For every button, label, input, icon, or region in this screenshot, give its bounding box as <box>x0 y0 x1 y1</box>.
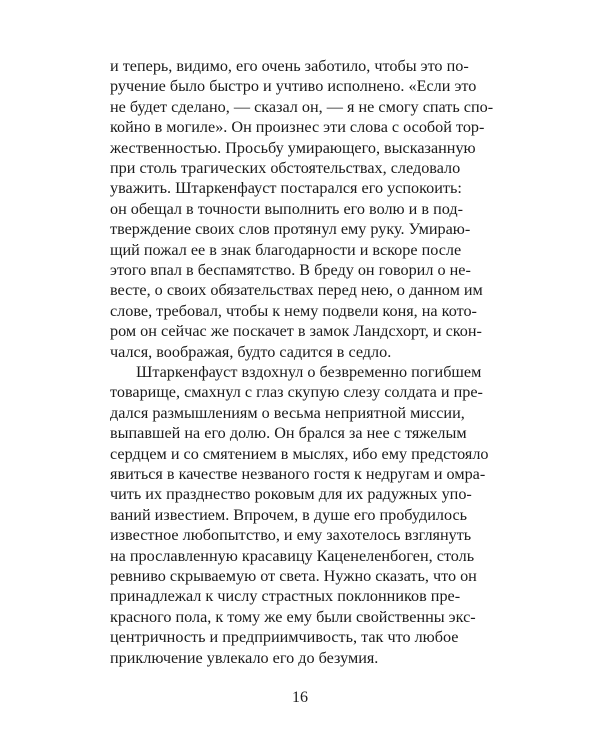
text-line: красного пола, к тому же ему были свойственны экс- <box>110 607 476 626</box>
text-line: слове, требовал, чтобы к нему подвели коня, на кото- <box>110 301 477 320</box>
text-line: принадлежал к числу страстных поклонников пре- <box>110 587 461 606</box>
text-line: он обещал в точности выполнить его волю и в под- <box>110 199 463 218</box>
text-line: товарище, смахнул с глаз скупую слезу солдата и пре- <box>110 383 483 402</box>
text-line: Штаркенфауст вздохнул о безвременно погибшем <box>136 363 482 381</box>
text-line: уважить. Штаркенфауст постарался его успокоить: <box>110 179 462 198</box>
page-number: 16 <box>292 689 308 706</box>
text-line: весте, о своих обязательствах перед нею, о данном им <box>110 281 483 300</box>
text-line: этого впал в беспамятство. В бреду он говорил о не- <box>110 261 471 279</box>
text-line: ревниво скрываемую от света. Нужно сказать, что он <box>110 567 477 585</box>
text-line: койно в могиле». Он произнес эти слова с особой тор- <box>110 118 485 137</box>
text-line: чить их празднество роковым для их радужных упо- <box>110 485 472 504</box>
text-line: ром он сейчас же поскачет в замок Ландсхорт, и скон- <box>110 322 482 341</box>
text-line: чался, воображая, будто садится в седло. <box>110 342 392 361</box>
text-line: ручение было быстро и учтиво исполнено. «Если это <box>110 77 477 96</box>
text-line: и теперь, видимо, его очень заботило, чтобы это по- <box>110 57 469 75</box>
text-line: приключение увлекало его до безумия. <box>110 648 379 667</box>
text-line: явиться в качестве незваного гостя к недругам и омра- <box>110 465 486 483</box>
text-line: жественностью. Просьбу умирающего, высказанную <box>110 138 476 157</box>
text-line: тверждение своих слов протянул ему руку. Умираю- <box>110 220 471 239</box>
text-line: при столь трагических обстоятельствах, следовало <box>110 159 461 177</box>
text-line: дался размышлениям о весьма неприятной миссии, <box>110 403 465 422</box>
text-line: не будет сделано, — сказал он, — я не смогу спать спо- <box>110 97 494 116</box>
text-line: сердцем и со смятением в мыслях, ибо ему предстояло <box>110 444 489 463</box>
text-line: выпавшей на его долю. Он брался за нее с тяжелым <box>110 424 467 443</box>
text-line: ваний известием. Впрочем, в душе его пробудилось <box>110 505 468 524</box>
text-line: на прославленную красавицу Каценеленбоген, столь <box>110 546 475 565</box>
text-line: известное любопытство, и ему захотелось взглянуть <box>110 526 472 545</box>
text-line: щий пожал ее в знак благодарности и вскоре после <box>110 240 462 259</box>
text-line: центричность и предприимчивость, так что любое <box>110 628 459 647</box>
